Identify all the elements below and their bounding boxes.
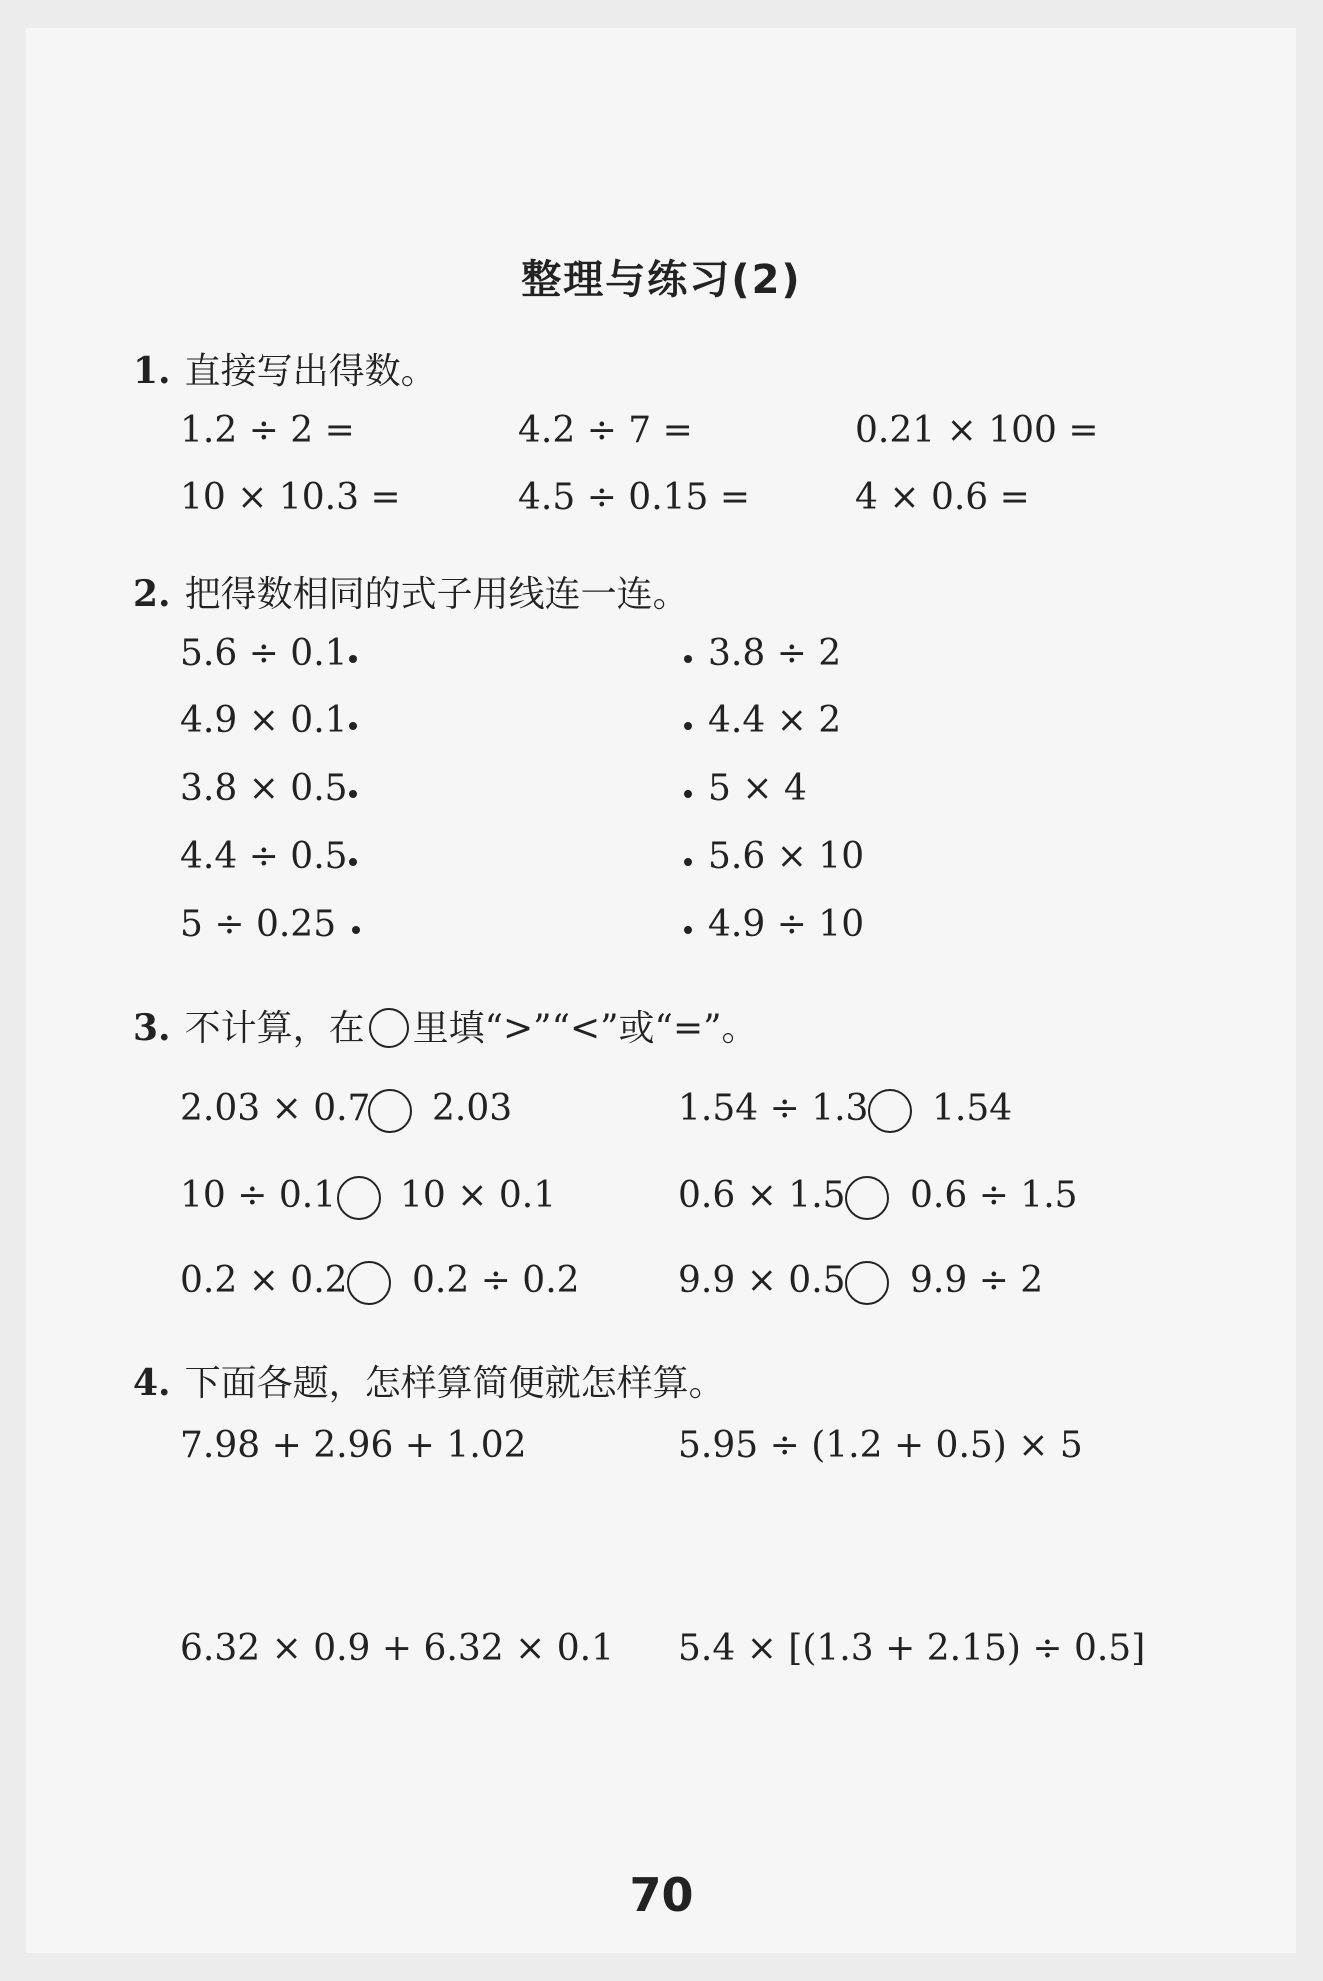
q2-right-item: 4.4 × 2 — [708, 700, 842, 741]
q2-left-item: 4.9 × 0.1 — [180, 700, 348, 741]
question-3-heading — [133, 1000, 758, 1051]
compare-circle[interactable] — [368, 1089, 412, 1133]
q3-right-expr: 1.54 — [932, 1088, 1013, 1129]
right-connect-dot[interactable] — [684, 790, 692, 798]
question-4-heading — [133, 1355, 725, 1406]
q4-item: 5.95 ÷ (1.2 + 0.5) × 5 — [678, 1425, 1083, 1466]
compare-circle[interactable] — [845, 1176, 889, 1220]
question-4-prompt: 下面各题，怎样算简便就怎样算。 — [184, 1363, 725, 1404]
right-connect-dot[interactable] — [684, 926, 692, 934]
question-2-heading — [133, 566, 689, 617]
right-connect-dot[interactable] — [684, 655, 692, 663]
q2-left-item: 3.8 × 0.5 — [180, 768, 348, 809]
q3-left-expr: 9.9 × 0.5 — [678, 1260, 846, 1301]
q4-item: 7.98 + 2.96 + 1.02 — [180, 1425, 527, 1466]
compare-circle[interactable] — [845, 1261, 889, 1305]
question-1-prompt: 直接写出得数。 — [184, 351, 437, 392]
compare-circle[interactable] — [347, 1261, 391, 1305]
q3-left-expr: 10 ÷ 0.1 — [180, 1175, 337, 1216]
q2-right-item: 5 × 4 — [708, 768, 807, 809]
question-4-number: 4. — [133, 1362, 171, 1404]
right-connect-dot[interactable] — [684, 858, 692, 866]
q1-item: 4 × 0.6 = — [855, 477, 1030, 518]
left-connect-dot[interactable] — [349, 655, 357, 663]
left-connect-dot[interactable] — [349, 858, 357, 866]
q1-item: 4.5 ÷ 0.15 = — [518, 477, 751, 518]
q2-left-item: 5.6 ÷ 0.1 — [180, 633, 348, 674]
q3-right-expr: 9.9 ÷ 2 — [910, 1260, 1044, 1301]
q3-right-expr: 0.6 ÷ 1.5 — [910, 1175, 1078, 1216]
q1-item: 1.2 ÷ 2 = — [180, 410, 355, 451]
left-connect-dot[interactable] — [349, 722, 357, 730]
page-number: 70 — [629, 1868, 694, 1922]
q1-item: 0.21 × 100 = — [855, 410, 1099, 451]
q2-left-item: 4.4 ÷ 0.5 — [180, 836, 348, 877]
compare-circle[interactable] — [337, 1176, 381, 1220]
q3-right-expr: 0.2 ÷ 0.2 — [412, 1260, 580, 1301]
q4-item: 5.4 × [(1.3 + 2.15) ÷ 0.5] — [678, 1628, 1146, 1669]
q2-right-item: 4.9 ÷ 10 — [708, 904, 865, 945]
q3-left-expr: 0.2 × 0.2 — [180, 1260, 348, 1301]
compare-circle[interactable] — [868, 1089, 912, 1133]
q1-item: 10 × 10.3 = — [180, 477, 401, 518]
q4-item: 6.32 × 0.9 + 6.32 × 0.1 — [180, 1628, 614, 1669]
q3-left-expr: 1.54 ÷ 1.3 — [678, 1088, 869, 1129]
q2-right-item: 3.8 ÷ 2 — [708, 633, 842, 674]
question-1-number: 1. — [133, 350, 171, 392]
q2-right-item: 5.6 × 10 — [708, 836, 865, 877]
question-3-prompt-start: 不计算，在 — [184, 1008, 365, 1049]
q2-left-item: 5 ÷ 0.25 — [180, 904, 337, 945]
q3-left-expr: 0.6 × 1.5 — [678, 1175, 846, 1216]
question-2-number: 2. — [133, 573, 171, 615]
question-3-number: 3. — [133, 1007, 171, 1049]
q3-right-expr: 2.03 — [432, 1088, 513, 1129]
q3-right-expr: 10 × 0.1 — [400, 1175, 557, 1216]
left-connect-dot[interactable] — [352, 926, 360, 934]
question-1-heading — [133, 343, 437, 394]
question-2-prompt: 把得数相同的式子用线连一连。 — [184, 574, 689, 615]
q1-item: 4.2 ÷ 7 = — [518, 410, 693, 451]
circle-icon — [369, 1008, 409, 1048]
question-3-prompt-end: 里填“>”“<”或“=”。 — [412, 1008, 758, 1049]
q3-left-expr: 2.03 × 0.7 — [180, 1088, 371, 1129]
page-title: 整理与练习(2) — [521, 257, 802, 303]
right-connect-dot[interactable] — [684, 722, 692, 730]
left-connect-dot[interactable] — [349, 790, 357, 798]
